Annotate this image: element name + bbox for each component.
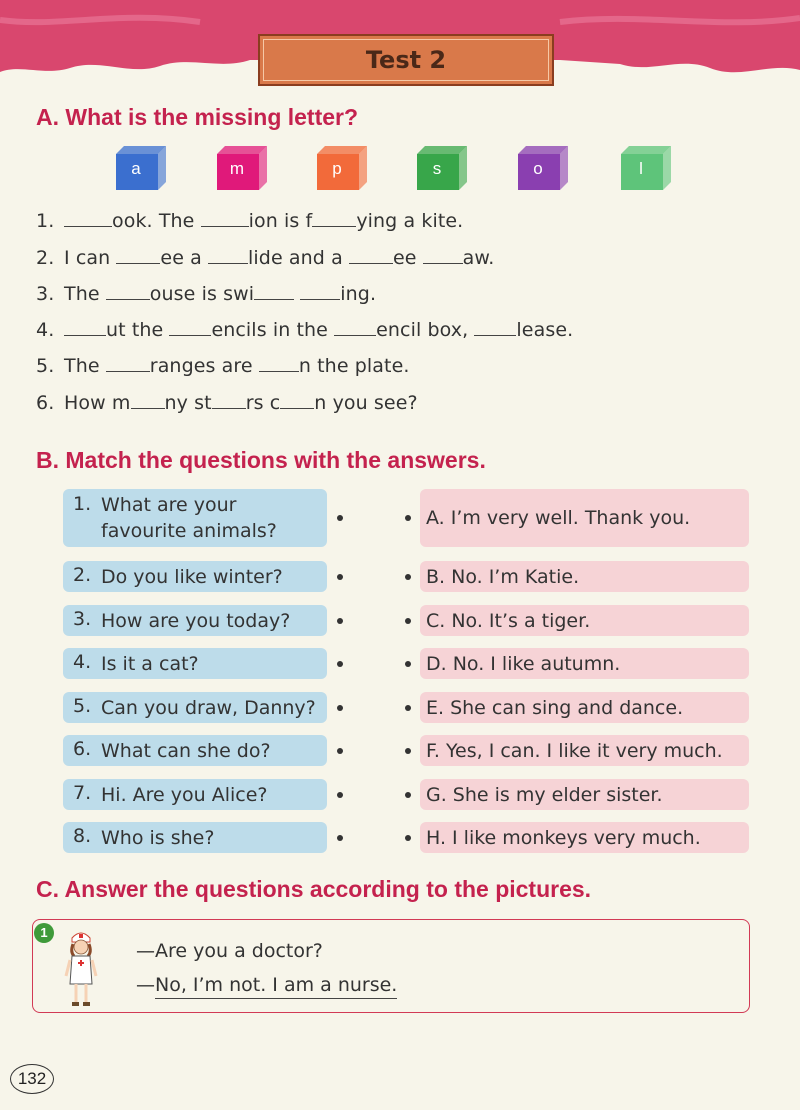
sentence-text: encil box, xyxy=(376,319,475,341)
question-text xyxy=(101,782,268,808)
question-box xyxy=(63,779,327,810)
answer-blank[interactable] xyxy=(259,353,299,372)
page-title: Test 2 xyxy=(365,46,447,74)
sentence-text: ranges are xyxy=(149,355,259,377)
sentence-text: ing. xyxy=(340,283,377,305)
answer-blank[interactable] xyxy=(201,208,249,227)
question-match-dot[interactable] xyxy=(337,515,343,521)
question-match-dot[interactable] xyxy=(337,792,343,798)
question-box xyxy=(63,561,327,592)
dialog-answer-line xyxy=(136,974,397,996)
question-box xyxy=(63,735,327,766)
question-number: 1. xyxy=(73,493,92,515)
answer-blank[interactable] xyxy=(169,317,211,336)
question-line: How are you today? xyxy=(101,609,291,632)
answer-box xyxy=(420,822,749,853)
sentence-text: The xyxy=(64,283,106,305)
answer-match-dot[interactable] xyxy=(405,574,411,580)
answer-box xyxy=(420,779,749,810)
question-box xyxy=(63,822,327,853)
letter-cube xyxy=(317,146,367,190)
sentence-text: lease. xyxy=(516,319,574,341)
dialog-question: —Are you a doctor? xyxy=(136,940,323,962)
sentence-number: 1. xyxy=(36,210,55,232)
question-number: 8. xyxy=(73,825,92,847)
answer-box xyxy=(420,648,749,679)
answer-text: B. No. I’m Katie. xyxy=(426,565,580,588)
sentence-text: encils in the xyxy=(211,319,335,341)
question-number: 7. xyxy=(73,782,92,804)
answer-dash: — xyxy=(136,974,155,996)
sentence-text: rs c xyxy=(245,392,281,414)
question-number: 3. xyxy=(73,608,92,630)
answer-match-dot[interactable] xyxy=(405,661,411,667)
sentence-text: The xyxy=(64,355,106,377)
item-number-badge: 1 xyxy=(34,923,54,943)
question-box xyxy=(63,648,327,679)
question-text xyxy=(101,492,277,544)
fill-in-sentence xyxy=(36,245,494,269)
question-line: Who is she? xyxy=(101,826,215,849)
question-line: Can you draw, Danny? xyxy=(101,696,316,719)
fill-in-sentence xyxy=(36,317,573,341)
answer-match-dot[interactable] xyxy=(405,705,411,711)
sentence-text: ion is f xyxy=(248,210,313,232)
fill-in-sentence xyxy=(36,208,463,232)
answer-blank[interactable] xyxy=(254,281,294,300)
section-b-heading: B. Match the questions with the answers. xyxy=(36,447,486,473)
sentence-number: 6. xyxy=(36,392,55,414)
sentence-number: 3. xyxy=(36,283,55,305)
question-text xyxy=(101,564,283,590)
sentence-text: How m xyxy=(64,392,131,414)
question-match-dot[interactable] xyxy=(337,705,343,711)
answer-box xyxy=(420,605,749,636)
answer-blank[interactable] xyxy=(106,353,150,372)
sentence-number: 2. xyxy=(36,247,55,269)
cube-letter: s xyxy=(432,159,442,178)
answer-text: D. No. I like autumn. xyxy=(426,652,621,675)
answer-text: A. I’m very well. Thank you. xyxy=(426,507,691,529)
sentence-number: 5. xyxy=(36,355,55,377)
answer-text: F. Yes, I can. I like it very much. xyxy=(426,739,723,762)
question-number: 6. xyxy=(73,738,92,760)
question-number: 5. xyxy=(73,695,92,717)
fill-in-sentence xyxy=(36,390,418,414)
answer-blank[interactable] xyxy=(116,245,160,264)
question-line: Hi. Are you Alice? xyxy=(101,783,268,806)
nurse-illustration xyxy=(64,926,98,1008)
sentence-text: ouse is swi xyxy=(149,283,255,305)
question-match-dot[interactable] xyxy=(337,574,343,580)
answer-match-dot[interactable] xyxy=(405,618,411,624)
answer-blank[interactable] xyxy=(64,317,106,336)
answer-box xyxy=(420,735,749,766)
letter-cube xyxy=(518,146,568,190)
question-line: favourite animals? xyxy=(101,520,277,542)
sentence-text: ook. The xyxy=(112,210,201,232)
question-match-dot[interactable] xyxy=(337,835,343,841)
sentence-text: I can xyxy=(64,247,117,269)
sentence-text: ee xyxy=(392,247,423,269)
section-c-heading: C. Answer the questions according to the pictures. xyxy=(36,876,592,902)
answer-box xyxy=(420,489,749,547)
letter-cube xyxy=(217,146,267,190)
question-box xyxy=(63,692,327,723)
question-line: Do you like winter? xyxy=(101,565,283,588)
answer-text: C. No. It’s a tiger. xyxy=(426,609,591,632)
cube-letter: o xyxy=(533,159,543,178)
question-match-dot[interactable] xyxy=(337,618,343,624)
answer-blank[interactable] xyxy=(423,245,463,264)
cube-letter: m xyxy=(229,159,245,178)
sentence-text: aw. xyxy=(462,247,495,269)
sentence-text: ny st xyxy=(164,392,212,414)
letter-cube xyxy=(621,146,671,190)
question-text xyxy=(101,608,290,634)
answer-blank[interactable] xyxy=(334,317,376,336)
question-line: What can she do? xyxy=(101,739,271,762)
sentence-text: ut the xyxy=(106,319,170,341)
question-text xyxy=(101,695,316,721)
question-number: 2. xyxy=(73,564,92,586)
answer-blank[interactable] xyxy=(280,390,314,409)
question-text xyxy=(101,651,199,677)
answer-blank[interactable] xyxy=(349,245,393,264)
answer-text: H. I like monkeys very much. xyxy=(426,826,701,849)
answer-blank[interactable] xyxy=(212,390,246,409)
question-box xyxy=(63,489,327,547)
fill-in-sentence xyxy=(36,281,376,305)
sentence-text: n the plate. xyxy=(298,355,410,377)
section-a-heading: A. What is the missing letter? xyxy=(36,104,359,130)
question-match-dot[interactable] xyxy=(337,661,343,667)
test-title-banner xyxy=(258,34,554,86)
question-line: Is it a cat? xyxy=(101,652,199,675)
question-match-dot[interactable] xyxy=(337,748,343,754)
letter-cube xyxy=(417,146,467,190)
answer-text: E. She can sing and dance. xyxy=(426,696,684,719)
sentence-text: lide and a xyxy=(248,247,349,269)
answer-blank[interactable] xyxy=(208,245,248,264)
answer-blank[interactable] xyxy=(131,390,165,409)
answer-blank[interactable] xyxy=(106,281,150,300)
answer-box xyxy=(420,692,749,723)
answer-match-dot[interactable] xyxy=(405,748,411,754)
answer-box xyxy=(420,561,749,592)
letter-cube xyxy=(116,146,166,190)
answer-blank[interactable] xyxy=(312,208,356,227)
sentence-text: ying a kite. xyxy=(356,210,464,232)
fill-in-sentence xyxy=(36,353,410,377)
answer-match-dot[interactable] xyxy=(405,835,411,841)
question-box xyxy=(63,605,327,636)
answer-match-dot[interactable] xyxy=(405,792,411,798)
question-text xyxy=(101,825,214,851)
sentence-text: ee a xyxy=(160,247,209,269)
answer-blank[interactable] xyxy=(64,208,112,227)
answer-blank[interactable] xyxy=(300,281,340,300)
sentence-text: n you see? xyxy=(314,392,418,414)
cube-letter: l xyxy=(639,159,643,178)
answer-text: G. She is my elder sister. xyxy=(426,783,663,806)
question-number: 4. xyxy=(73,651,92,673)
dialog-answer: No, I’m not. I am a nurse. xyxy=(155,974,397,999)
answer-blank[interactable] xyxy=(474,317,516,336)
answer-match-dot[interactable] xyxy=(405,515,411,521)
question-text xyxy=(101,738,271,764)
question-line: What are your xyxy=(101,494,237,516)
cube-letter: a xyxy=(131,159,141,178)
cube-letter: p xyxy=(332,159,342,178)
page-number: 132 xyxy=(10,1064,54,1094)
sentence-number: 4. xyxy=(36,319,55,341)
